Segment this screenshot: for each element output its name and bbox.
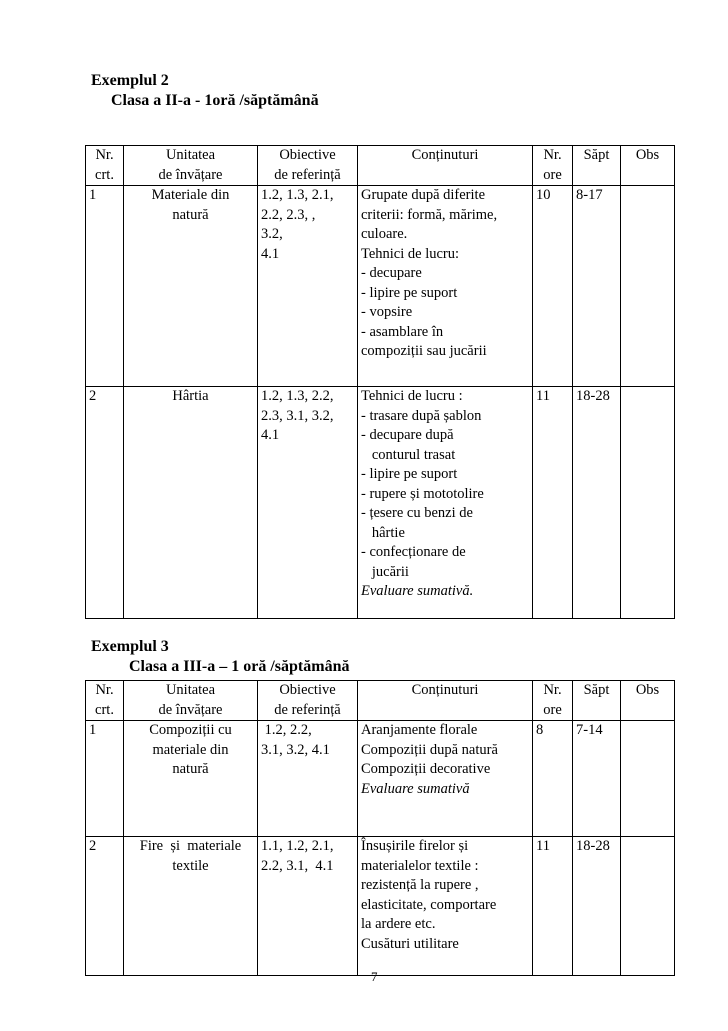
content-line: - decupare după	[361, 427, 454, 443]
header-obs-line: Obs	[635, 682, 660, 698]
content-line: conturul trasat	[361, 446, 456, 463]
header-nr-line: crt.	[95, 701, 114, 718]
example-2-title: Exemplul 2	[91, 72, 169, 89]
content-line: Însușirile firelor și	[361, 838, 469, 854]
content-cell	[358, 186, 533, 387]
header-obs	[621, 681, 675, 721]
header-objectives	[258, 681, 358, 721]
header-row	[86, 681, 675, 721]
header-content	[358, 146, 533, 186]
example-3-title: Exemplul 3	[91, 638, 169, 655]
sapt-cell	[573, 387, 621, 619]
nr-line: 2	[89, 838, 97, 854]
unit-cell	[124, 387, 258, 619]
sapt-cell	[573, 721, 621, 837]
header-hours-line: ore	[543, 701, 562, 718]
ore-cell	[533, 721, 573, 837]
unit-line: Compoziții cu	[149, 722, 232, 738]
sapt-cell	[573, 837, 621, 976]
content-line: la ardere etc.	[361, 916, 436, 932]
header-objectives-line: Obiective	[279, 682, 336, 698]
header-obs	[621, 146, 675, 186]
nr-line: 2	[89, 388, 97, 404]
nr-line: 1	[89, 187, 97, 203]
content-line: - asamblare în	[361, 323, 444, 340]
nr-cell	[86, 186, 124, 387]
header-hours	[533, 146, 573, 186]
header-weeks	[573, 146, 621, 186]
content-cell	[358, 837, 533, 976]
page-number: 7	[371, 969, 378, 984]
header-hours-line: Nr.	[543, 147, 562, 163]
content-line: rezistență la rupere ,	[361, 877, 479, 893]
example-2-table	[85, 145, 675, 619]
header-unit-line: de învățare	[158, 166, 223, 183]
unit-cell	[124, 837, 258, 976]
ore-cell	[533, 186, 573, 387]
content-line: - țesere cu benzi de	[361, 505, 473, 521]
nr-cell	[86, 721, 124, 837]
header-hours-line: ore	[543, 166, 562, 183]
unit-line: textile	[172, 857, 209, 874]
objectives-line: 3.1, 3.2, 4.1	[261, 741, 330, 758]
header-unit-line: Unitatea	[165, 147, 216, 163]
evaluation-line: Evaluare sumativă.	[361, 583, 474, 599]
objectives-line: 4.1	[261, 427, 280, 443]
header-nr-line: Nr.	[95, 682, 114, 698]
header-unit-line: Unitatea	[165, 682, 216, 698]
example-3-table	[85, 680, 675, 976]
objectives-cell	[258, 387, 358, 619]
header-nr-line: Nr.	[95, 147, 114, 163]
header-content-line: Conținuturi	[411, 147, 479, 163]
unit-line: Hârtia	[172, 388, 209, 404]
header-objectives-line: de referință	[274, 166, 341, 183]
obs-cell	[621, 186, 675, 387]
content-cell	[358, 721, 533, 837]
table-row	[86, 186, 675, 387]
unit-line: natură	[172, 761, 209, 777]
sapt-value: 7-14	[576, 722, 603, 738]
header-nr	[86, 681, 124, 721]
header-obs-line: Obs	[635, 147, 660, 163]
obs-cell	[621, 837, 675, 976]
objectives-line: 3.2,	[261, 226, 283, 242]
content-line: elasticitate, comportare	[361, 896, 497, 913]
header-unit	[124, 146, 258, 186]
example-2-subtitle: Clasa a II-a - 1oră /săptămână	[111, 92, 319, 109]
content-line: criterii: formă, mărime,	[361, 206, 498, 223]
ore-cell	[533, 837, 573, 976]
content-line: Tehnici de lucru :	[361, 388, 463, 404]
nr-line: 1	[89, 722, 97, 738]
content-line: Compoziții după natură	[361, 741, 498, 758]
content-line: Tehnici de lucru:	[361, 245, 460, 262]
content-line: - confecționare de	[361, 544, 466, 560]
obs-cell	[621, 387, 675, 619]
content-line: Cusături utilitare	[361, 935, 459, 952]
example-3-subtitle: Clasa a III-a – 1 oră /săptămână	[129, 658, 350, 675]
nr-cell	[86, 387, 124, 619]
ore-cell	[533, 387, 573, 619]
content-line: compoziții sau jucării	[361, 343, 487, 359]
table-row	[86, 721, 675, 837]
objectives-cell	[258, 837, 358, 976]
content-cell	[358, 387, 533, 619]
content-line: hârtie	[361, 524, 405, 541]
objectives-line: 4.1	[261, 245, 280, 262]
ore-value: 8	[536, 722, 544, 738]
content-line: culoare.	[361, 226, 408, 242]
content-line: - rupere și mototolire	[361, 485, 484, 502]
sapt-value: 18-28	[576, 838, 610, 854]
content-line: - lipire pe suport	[361, 466, 458, 482]
content-line: jucării	[361, 563, 409, 580]
content-line: - decupare	[361, 265, 422, 281]
unit-line: Fire și materiale	[139, 838, 242, 854]
header-content-line: Conținuturi	[411, 682, 479, 698]
unit-cell	[124, 721, 258, 837]
header-objectives	[258, 146, 358, 186]
header-hours-line: Nr.	[543, 682, 562, 698]
header-nr-line: crt.	[95, 166, 114, 183]
header-weeks-line: Săpt	[583, 147, 610, 163]
unit-cell	[124, 186, 258, 387]
objectives-line: 2.3, 3.1, 3.2,	[261, 407, 334, 424]
header-row	[86, 146, 675, 186]
table-row	[86, 837, 675, 976]
content-line: Grupate după diferite	[361, 187, 486, 203]
objectives-line: 2.2, 2.3, ,	[261, 206, 316, 223]
objectives-line: 1.2, 1.3, 2.2,	[261, 388, 334, 404]
header-content	[358, 681, 533, 721]
evaluation-line: Evaluare sumativă	[361, 780, 470, 797]
objectives-line: 2.2, 3.1, 4.1	[261, 857, 334, 874]
content-line: - trasare după șablon	[361, 407, 482, 424]
header-objectives-line: Obiective	[279, 147, 336, 163]
ore-value: 11	[536, 388, 550, 404]
obs-cell	[621, 721, 675, 837]
sapt-cell	[573, 186, 621, 387]
content-line: - vopsire	[361, 304, 413, 320]
nr-cell	[86, 837, 124, 976]
sapt-value: 8-17	[576, 187, 603, 203]
content-line: - lipire pe suport	[361, 284, 458, 301]
unit-line: natură	[172, 206, 209, 223]
ore-value: 11	[536, 838, 550, 854]
sapt-value: 18-28	[576, 388, 610, 404]
header-unit	[124, 681, 258, 721]
unit-line: materiale din	[152, 741, 229, 758]
header-unit-line: de învățare	[158, 701, 223, 718]
objectives-cell	[258, 721, 358, 837]
header-weeks	[573, 681, 621, 721]
header-hours	[533, 681, 573, 721]
unit-line: Materiale din	[151, 187, 230, 203]
ore-value: 10	[536, 187, 551, 203]
content-line: Aranjamente florale	[361, 722, 478, 738]
header-objectives-line: de referință	[274, 701, 341, 718]
table-row	[86, 387, 675, 619]
objectives-cell	[258, 186, 358, 387]
objectives-line: 1.1, 1.2, 2.1,	[261, 838, 334, 854]
objectives-line: 1.2, 2.2,	[261, 722, 312, 738]
content-line: Compoziții decorative	[361, 761, 491, 777]
objectives-line: 1.2, 1.3, 2.1,	[261, 187, 334, 203]
header-weeks-line: Săpt	[583, 682, 610, 698]
content-line: materialelor textile :	[361, 857, 479, 874]
header-nr	[86, 146, 124, 186]
